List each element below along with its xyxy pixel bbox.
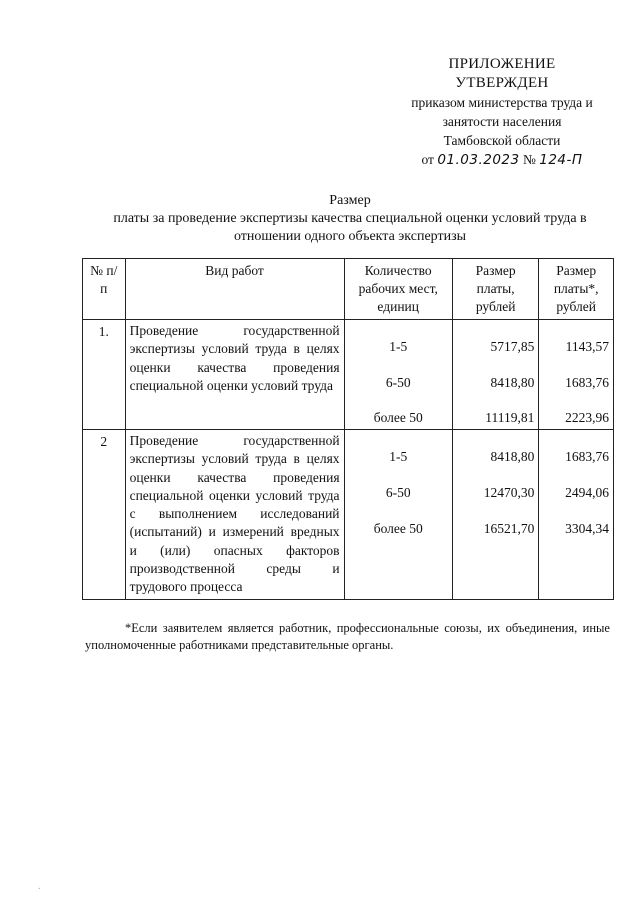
fee-star-value: 2223,96	[565, 410, 609, 425]
row-number: 1.	[83, 320, 126, 430]
scan-marker: .	[38, 881, 41, 892]
fee-value: 8418,80	[490, 375, 535, 390]
qty-value: 6-50	[385, 375, 411, 390]
fee-star-value: 1683,76	[565, 449, 609, 464]
handwritten-number: 124-П	[539, 152, 583, 168]
fee-star-value: 1683,76	[565, 375, 609, 390]
approved-label: УТВЕРЖДЕН	[455, 75, 549, 91]
fee-value: 12470,30	[483, 485, 535, 500]
fee-star-value: 3304,34	[565, 521, 609, 536]
header-fee: Размер платы, рублей	[452, 259, 538, 320]
qty-value: более 50	[373, 521, 423, 536]
fee-cell	[452, 320, 538, 430]
qty-value: более 50	[373, 410, 423, 425]
order-line-3: Тамбовской области	[443, 133, 561, 148]
fee-value: 11119,81	[485, 410, 535, 425]
header-num: № п/п	[83, 259, 126, 320]
work-description: Проведение государственной экспертизы условий труда в целях оценки качества проведения специальной оценки условий труда с выполнением исследований (испытаний) и измерений вредных и (или) опасных факторов производственной среды и трудового процесса	[125, 430, 344, 600]
fee-table	[82, 258, 614, 600]
table-row	[83, 430, 614, 600]
appendix-label: ПРИЛОЖЕНИЕ	[448, 56, 556, 72]
title-line-3: отношении одного объекта экспертизы	[233, 229, 467, 244]
fee-star-value: 2494,06	[565, 485, 609, 500]
fee-star-cell	[539, 430, 614, 600]
fee-star-value: 1143,57	[565, 339, 609, 354]
footnote: *Если заявителем является работник, профессиональные союзы, их объединения, иные уполномоченные работниками представительные органы.	[85, 621, 610, 652]
qty-value: 1-5	[389, 449, 408, 464]
document-title	[60, 192, 640, 246]
header-work: Вид работ	[125, 259, 344, 320]
order-line-2: занятости населения	[442, 114, 562, 129]
qty-cell	[344, 320, 452, 430]
table-row	[83, 320, 614, 430]
fee-value: 8418,80	[490, 449, 535, 464]
approval-block	[392, 55, 612, 170]
work-description: Проведение государственной экспертизы условий труда в целях оценки качества проведения специальной оценки условий труда	[125, 320, 344, 430]
fee-value: 5717,85	[490, 339, 535, 354]
fee-value: 16521,70	[483, 521, 535, 536]
fee-star-cell	[539, 320, 614, 430]
order-date-line	[392, 150, 612, 170]
header-qty: Количество рабочих мест, единиц	[344, 259, 452, 320]
qty-cell	[344, 430, 452, 600]
handwritten-date: 01.03.2023	[437, 152, 520, 168]
qty-value: 6-50	[385, 485, 411, 500]
title-line-1: Размер	[329, 193, 371, 208]
order-line-1: приказом министерства труда и	[411, 95, 593, 110]
fee-cell	[452, 430, 538, 600]
number-prefix: №	[522, 152, 536, 167]
row-number: 2	[83, 430, 126, 600]
table-header-row	[83, 259, 614, 320]
date-prefix: от	[421, 152, 434, 167]
header-fee-star: Размер платы*, рублей	[539, 259, 614, 320]
title-line-2: платы за проведение экспертизы качества специальной оценки условий труда в	[113, 211, 587, 226]
qty-value: 1-5	[389, 339, 408, 354]
